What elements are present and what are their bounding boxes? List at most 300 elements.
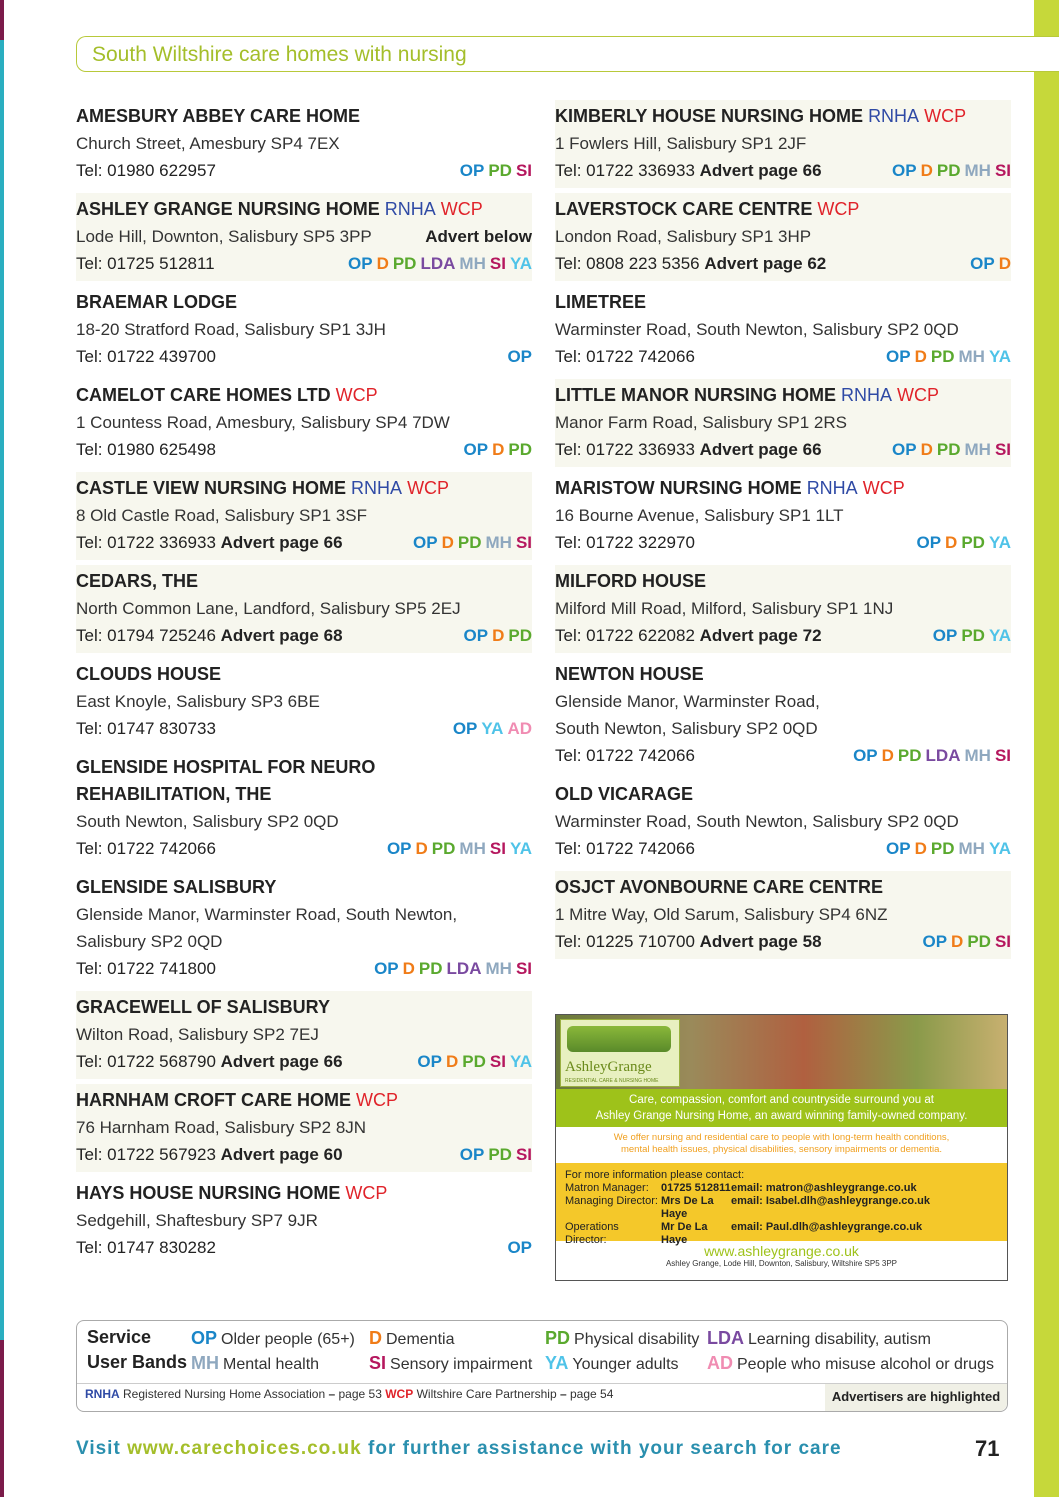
- care-home-phone: Tel: 01722 336933: [555, 440, 695, 459]
- legend-footnote: RNHA Registered Nursing Home Association – page 53 WCP Wiltshire Care Partnership – page 54: [85, 1387, 614, 1401]
- care-home-name: BRAEMAR LODGE: [76, 292, 237, 312]
- care-home-phone: Tel: 01980 622957: [76, 161, 216, 180]
- legend-code: YA: [545, 1353, 569, 1373]
- care-home-tel-row: [76, 250, 532, 277]
- care-home-address-row: [76, 223, 532, 250]
- care-home-name: CAMELOT CARE HOMES LTD: [76, 385, 331, 405]
- service-code: YA: [509, 1052, 532, 1071]
- service-code: OP: [507, 1238, 532, 1257]
- care-home-tel-row: [555, 622, 1011, 649]
- care-home-address: 8 Old Castle Road, Salisbury SP1 3SF: [76, 506, 368, 525]
- legend-item: [545, 1328, 699, 1349]
- tel-group: [76, 1048, 343, 1075]
- care-home-address: South Newton, Salisbury SP2 0QD: [555, 719, 818, 738]
- care-home-tel-row: [555, 250, 1011, 277]
- tel-group: [76, 1141, 343, 1168]
- service-code: PD: [457, 533, 482, 552]
- service-code: SI: [994, 932, 1011, 951]
- tel-group: [76, 955, 216, 982]
- care-home-entry: [555, 871, 1011, 959]
- care-home-tel-row: [76, 436, 532, 463]
- logo-subtitle: RESIDENTIAL CARE & NURSING HOME: [565, 1078, 659, 1084]
- tel-group: [76, 835, 216, 862]
- care-home-tel-row: [555, 529, 1011, 556]
- service-code: D: [998, 254, 1011, 273]
- wcp-tag: WCP: [897, 385, 940, 405]
- service-code: SI: [994, 161, 1011, 180]
- service-code: PD: [930, 347, 955, 366]
- wcp-tag: WCP: [817, 199, 860, 219]
- care-home-phone: Tel: 01747 830733: [76, 719, 216, 738]
- service-code: OP: [886, 347, 911, 366]
- care-home-address: Church Street, Amesbury SP4 7EX: [76, 134, 340, 153]
- legend-code: AD: [707, 1353, 733, 1373]
- service-codes: [918, 928, 1011, 955]
- care-home-name-row: [76, 661, 532, 688]
- care-home-tel-row: [555, 928, 1011, 955]
- care-home-name: MARISTOW NURSING HOME: [555, 478, 802, 498]
- care-home-entry: [555, 658, 1011, 773]
- legend-label: Dementia: [386, 1331, 455, 1348]
- care-home-phone: Tel: 01722 322970: [555, 533, 695, 552]
- right-column: [555, 100, 1011, 964]
- service-code: OP: [886, 839, 911, 858]
- care-home-tel-row: [76, 529, 532, 556]
- advert-reference: Advert page 66: [220, 533, 343, 552]
- wcp-tag: WCP: [440, 199, 483, 219]
- care-home-name: NEWTON HOUSE: [555, 664, 704, 684]
- wcp-tag: WCP: [407, 478, 450, 498]
- service-codes: [456, 157, 532, 184]
- legend-item: [369, 1328, 454, 1349]
- service-codes: [966, 250, 1011, 277]
- care-home-entry: [555, 100, 1011, 188]
- care-home-tel-row: [76, 1048, 532, 1075]
- care-home-name: HARNHAM CROFT CARE HOME: [76, 1090, 351, 1110]
- care-home-address: Warminster Road, South Newton, Salisbury SP2 0QD: [555, 320, 959, 339]
- care-home-phone: Tel: 01980 625498: [76, 440, 216, 459]
- service-code: OP: [892, 440, 917, 459]
- care-home-entry: [76, 472, 532, 560]
- service-code: PD: [930, 839, 955, 858]
- service-code: PD: [392, 254, 417, 273]
- service-code: OP: [932, 626, 958, 645]
- care-home-name-row: [76, 196, 532, 223]
- service-code: OP: [970, 254, 995, 273]
- service-codes: [882, 835, 1011, 862]
- advert-reference: Advert page 72: [699, 626, 822, 645]
- service-code: MH: [964, 746, 991, 765]
- service-code: OP: [374, 959, 399, 978]
- service-code: OP: [853, 746, 878, 765]
- service-codes: [370, 955, 532, 982]
- edge-strip-top: [0, 0, 4, 40]
- care-home-phone: Tel: 01722 567923: [76, 1145, 216, 1164]
- service-code: MH: [459, 839, 486, 858]
- service-code: SI: [994, 746, 1011, 765]
- care-home-name: ASHLEY GRANGE NURSING HOME: [76, 199, 380, 219]
- care-home-entry: [76, 991, 532, 1079]
- advert-footer: [556, 1241, 1007, 1280]
- care-home-name: GLENSIDE HOSPITAL FOR NEURO REHABILITATION, THE: [76, 757, 376, 804]
- care-home-entry: [76, 658, 532, 746]
- wcp-page: page 54: [570, 1387, 614, 1401]
- tel-group: [76, 529, 343, 556]
- care-home-phone: Tel: 01722 742066: [555, 746, 695, 765]
- service-code: D: [945, 533, 958, 552]
- advert-reference: Advert page 66: [699, 440, 822, 459]
- service-code: SI: [515, 1145, 532, 1164]
- care-home-entry: [76, 565, 532, 653]
- care-home-entry: [555, 286, 1011, 374]
- advert-reference: Advert page 58: [699, 932, 822, 951]
- service-code: D: [441, 533, 454, 552]
- service-code: SI: [489, 254, 506, 273]
- care-home-address: 1 Fowlers Hill, Salisbury SP1 2JF: [555, 134, 807, 153]
- tel-group: [76, 622, 343, 649]
- service-code: D: [415, 839, 428, 858]
- care-home-entry: [555, 379, 1011, 467]
- advert-reference: Advert page 66: [220, 1052, 343, 1071]
- tel-group: [555, 622, 822, 649]
- service-code: YA: [988, 839, 1011, 858]
- service-codes: [460, 436, 532, 463]
- care-home-address: Sedgehill, Shaftesbury SP7 9JR: [76, 1211, 318, 1230]
- care-home-name: LITTLE MANOR NURSING HOME: [555, 385, 836, 405]
- service-code: OP: [507, 347, 532, 366]
- service-code: D: [920, 161, 933, 180]
- care-home-tel-row: [76, 715, 532, 742]
- service-code: PD: [936, 161, 961, 180]
- advert-green-line-1: Care, compassion, comfort and countryside surround you at: [629, 1094, 934, 1106]
- service-codes: [849, 742, 1011, 769]
- care-home-name: GLENSIDE SALISBURY: [76, 877, 277, 897]
- service-code: PD: [936, 440, 961, 459]
- service-code: D: [376, 254, 389, 273]
- service-code: PD: [508, 626, 532, 645]
- logo-text: AshleyGrange: [565, 1059, 652, 1075]
- care-home-tel-row: [76, 157, 532, 184]
- care-home-phone: Tel: 01722 742066: [555, 347, 695, 366]
- legend-item: [369, 1353, 532, 1374]
- service-code: SI: [515, 533, 532, 552]
- care-home-name-row: [555, 475, 1011, 502]
- service-codes: [456, 1141, 532, 1168]
- advert-url-link[interactable]: www.ashleygrange.co.uk: [704, 1243, 859, 1259]
- care-home-name: GRACEWELL OF SALISBURY: [76, 997, 331, 1017]
- service-code: SI: [489, 1052, 506, 1071]
- care-home-name-row: [76, 103, 532, 130]
- wcp-tag: WCP: [335, 385, 378, 405]
- service-code: OP: [459, 161, 485, 180]
- legend-item: [191, 1328, 355, 1349]
- care-home-name: OSJCT AVONBOURNE CARE CENTRE: [555, 877, 884, 897]
- service-codes: [912, 529, 1011, 556]
- service-code: YA: [509, 839, 532, 858]
- care-home-entry: [76, 379, 532, 467]
- care-home-name-row: [555, 661, 1011, 688]
- care-home-entry: [76, 1177, 532, 1265]
- contact-role: Managing Director:: [565, 1195, 658, 1207]
- care-home-phone: Tel: 01725 512811: [76, 254, 215, 273]
- care-home-entry: [555, 778, 1011, 866]
- wcp-text: Wiltshire Care Partnership: [416, 1387, 557, 1401]
- tel-group: [555, 343, 695, 370]
- tel-group: [555, 250, 826, 277]
- contact-row: [565, 1182, 1007, 1195]
- service-code: PD: [508, 440, 532, 459]
- service-codes: [503, 343, 532, 370]
- care-home-name: OLD VICARAGE: [555, 784, 694, 804]
- service-code: D: [492, 626, 505, 645]
- service-code: D: [914, 347, 927, 366]
- tel-group: [76, 1234, 216, 1261]
- advert-address: Ashley Grange, Lode Hill, Downton, Salisbury, Wiltshire SP5 3PP: [665, 1259, 898, 1268]
- rnha-tag: RNHA: [384, 199, 436, 219]
- service-codes: [929, 622, 1011, 649]
- contact-person: 01725 512811: [661, 1182, 731, 1194]
- advert-green-band: [556, 1089, 1007, 1127]
- care-home-phone: Tel: 01722 439700: [76, 347, 216, 366]
- tel-group: [76, 436, 216, 463]
- care-home-phone: Tel: 01747 830282: [76, 1238, 216, 1257]
- tel-group: [555, 835, 695, 862]
- footer-rest: for further assistance with your search for care: [368, 1438, 842, 1459]
- rnha-page: page 53: [338, 1387, 382, 1401]
- legend-code: OP: [191, 1328, 218, 1348]
- service-codes: [449, 715, 532, 742]
- care-home-entry: [555, 472, 1011, 560]
- rnha-tag: RNHA: [806, 478, 858, 498]
- legend-code: MH: [191, 1353, 219, 1373]
- care-home-tel-row: [76, 622, 532, 649]
- edge-strip-bottom: [0, 1340, 4, 1497]
- tel-group: [555, 529, 695, 556]
- wcp-tag: WCP: [862, 478, 905, 498]
- tel-group: [555, 436, 822, 463]
- care-home-address: Manor Farm Road, Salisbury SP1 2RS: [555, 413, 847, 432]
- care-home-phone: Tel: 01722 336933: [555, 161, 695, 180]
- care-home-entry: [555, 193, 1011, 281]
- service-user-bands-legend: [76, 1320, 1008, 1412]
- care-home-name-row: [555, 103, 1011, 130]
- care-home-address: Salisbury SP2 0QD: [76, 932, 223, 951]
- care-home-tel-row: [555, 436, 1011, 463]
- legend-code: D: [369, 1328, 382, 1348]
- service-codes: [383, 835, 532, 862]
- care-home-name: HAYS HOUSE NURSING HOME: [76, 1183, 341, 1203]
- service-code: LDA: [446, 959, 482, 978]
- care-home-entry: [76, 286, 532, 374]
- tel-group: [76, 715, 216, 742]
- service-code: MH: [964, 161, 991, 180]
- service-code: PD: [897, 746, 922, 765]
- advert-description-line-1: We offer nursing and residential care to people with long-term health conditions,: [613, 1132, 950, 1143]
- care-home-address: Warminster Road, South Newton, Salisbury SP2 0QD: [555, 812, 959, 831]
- service-code: PD: [418, 959, 443, 978]
- care-home-name-row: [76, 1180, 532, 1207]
- service-codes: [882, 343, 1011, 370]
- service-code: D: [492, 440, 505, 459]
- service-code: D: [951, 932, 964, 951]
- service-code: OP: [459, 1145, 485, 1164]
- care-home-address: East Knoyle, Salisbury SP3 6BE: [76, 692, 320, 711]
- care-home-name: CEDARS, THE: [76, 571, 199, 591]
- service-code: OP: [413, 533, 438, 552]
- footer-site-link[interactable]: www.carechoices.co.uk: [127, 1438, 362, 1459]
- care-home-address: 1 Countess Road, Amesbury, Salisbury SP4 7DW: [76, 413, 450, 432]
- care-home-name-row: [555, 781, 1011, 808]
- care-home-tel-row: [555, 157, 1011, 184]
- care-home-name: KIMBERLY HOUSE NURSING HOME: [555, 106, 864, 126]
- service-codes: [503, 1234, 532, 1261]
- service-code: OP: [916, 533, 942, 552]
- side-bar: [1034, 0, 1059, 1497]
- contact-email[interactable]: email: Isabel.dlh@ashleygrange.co.uk: [731, 1195, 931, 1207]
- contact-email[interactable]: email: Paul.dlh@ashleygrange.co.uk: [731, 1221, 923, 1233]
- care-home-name: CLOUDS HOUSE: [76, 664, 222, 684]
- service-code: OP: [348, 254, 373, 273]
- care-home-tel-row: [76, 835, 532, 862]
- care-home-name-row: [555, 568, 1011, 595]
- left-column: [76, 100, 532, 1270]
- care-home-tel-row: [555, 343, 1011, 370]
- service-code: LDA: [420, 254, 456, 273]
- advert-contacts: [556, 1163, 1007, 1246]
- tel-group: [555, 157, 822, 184]
- care-home-name-row: [76, 874, 532, 901]
- care-home-tel-row: [555, 835, 1011, 862]
- service-code: PD: [488, 161, 512, 180]
- legend-item: [545, 1353, 679, 1374]
- contact-role: Operations Director:: [565, 1221, 619, 1246]
- service-code: SI: [994, 440, 1011, 459]
- care-home-phone: Tel: 01722 742066: [555, 839, 695, 858]
- care-home-phone: Tel: 01722 741800: [76, 959, 216, 978]
- care-home-name-row: [76, 289, 532, 316]
- service-code: OP: [452, 719, 478, 738]
- care-home-entry: [76, 193, 532, 281]
- care-home-tel-row: [76, 343, 532, 370]
- contact-person: Mr De La Haye: [661, 1221, 708, 1246]
- service-code: YA: [509, 254, 532, 273]
- service-code: D: [914, 839, 927, 858]
- care-home-name-row: [76, 1087, 532, 1114]
- care-home-address: North Common Lane, Landford, Salisbury SP5 2EJ: [76, 599, 461, 618]
- service-code: PD: [961, 533, 985, 552]
- care-home-name: MILFORD HOUSE: [555, 571, 706, 591]
- tel-group: [555, 742, 695, 769]
- wcp-tag: WCP: [924, 106, 967, 126]
- wcp-code: WCP: [385, 1387, 414, 1401]
- legend-item: [707, 1328, 931, 1349]
- service-code: OP: [892, 161, 917, 180]
- advert-reference: Advert page 62: [704, 254, 827, 273]
- legend-label: Sensory impairment: [390, 1356, 533, 1373]
- care-home-entry: [76, 751, 532, 866]
- contact-intro: For more information please contact:: [565, 1169, 745, 1181]
- care-home-name: LAVERSTOCK CARE CENTRE: [555, 199, 813, 219]
- service-code: MH: [964, 440, 991, 459]
- tel-group: [76, 250, 215, 277]
- service-codes: [344, 250, 532, 277]
- footer-visit: Visit: [76, 1438, 121, 1459]
- service-code: SI: [515, 161, 532, 180]
- advert-photo: [556, 1015, 1007, 1089]
- wcp-tag: WCP: [345, 1183, 388, 1203]
- care-home-address: Glenside Manor, Warminster Road,: [555, 692, 820, 711]
- service-code: D: [920, 440, 933, 459]
- contact-person: Mrs De La Haye: [661, 1195, 714, 1220]
- care-home-name-row: [76, 994, 532, 1021]
- service-code: PD: [961, 626, 985, 645]
- legend-item: [191, 1353, 319, 1374]
- service-code: YA: [481, 719, 504, 738]
- rnha-tag: RNHA: [351, 478, 403, 498]
- rnha-text: Registered Nursing Home Association: [123, 1387, 326, 1401]
- ashley-grange-logo: [560, 1019, 680, 1087]
- care-home-name-row: [555, 382, 1011, 409]
- care-home-entry: [76, 871, 532, 986]
- service-code: MH: [958, 839, 985, 858]
- care-home-tel-row: [76, 955, 532, 982]
- wcp-tag: WCP: [356, 1090, 398, 1110]
- tel-group: [76, 157, 216, 184]
- care-home-name-row: [76, 754, 532, 808]
- care-home-entry: [555, 565, 1011, 653]
- care-home-address: 1 Mitre Way, Old Sarum, Salisbury SP4 6NZ: [555, 905, 888, 924]
- service-code: OP: [922, 932, 948, 951]
- care-home-phone: Tel: 0808 223 5356: [555, 254, 700, 273]
- care-home-phone: Tel: 01794 725246: [76, 626, 216, 645]
- service-code: YA: [988, 347, 1011, 366]
- service-code: AD: [507, 719, 532, 738]
- legend-title-service: Service: [87, 1327, 152, 1347]
- service-code: D: [402, 959, 415, 978]
- care-home-name: CASTLE VIEW NURSING HOME: [76, 478, 347, 498]
- service-code: SI: [489, 839, 506, 858]
- service-code: SI: [515, 959, 532, 978]
- care-home-address: Glenside Manor, Warminster Road, South Newton,: [76, 905, 458, 924]
- advert-description-line-2: mental health issues, physical disabilities, sensory impairments or dementia.: [620, 1144, 943, 1155]
- service-codes: [888, 157, 1011, 184]
- service-code: PD: [431, 839, 456, 858]
- care-home-phone: Tel: 01722 742066: [76, 839, 216, 858]
- advert-green-line-2: Ashley Grange Nursing Home, an award winning family-owned company.: [595, 1110, 968, 1122]
- contact-row: [565, 1195, 1007, 1221]
- care-home-tel-row: [76, 1234, 532, 1261]
- care-home-address: London Road, Salisbury SP1 3HP: [555, 227, 812, 246]
- advert-reference: Advert page 60: [220, 1145, 343, 1164]
- advert-reference: Advert below: [425, 227, 532, 246]
- care-home-name: LIMETREE: [555, 292, 647, 312]
- care-home-phone: Tel: 01722 568790: [76, 1052, 216, 1071]
- care-home-entry: [76, 1084, 532, 1172]
- ashley-grange-advert[interactable]: [555, 1014, 1008, 1281]
- care-home-name-row: [76, 382, 532, 409]
- service-code: OP: [463, 626, 489, 645]
- care-home-phone: Tel: 01722 336933: [76, 533, 216, 552]
- care-home-address: 16 Bourne Avenue, Salisbury SP1 1LT: [555, 506, 844, 525]
- legend-title-user-bands: User Bands: [87, 1352, 188, 1372]
- service-code: D: [881, 746, 894, 765]
- advert-description: [556, 1127, 1007, 1163]
- care-home-name: AMESBURY ABBEY CARE HOME: [76, 106, 361, 126]
- legend-label: Younger adults: [572, 1356, 679, 1373]
- contact-email[interactable]: email: matron@ashleygrange.co.uk: [731, 1182, 917, 1194]
- care-home-name-row: [555, 874, 1011, 901]
- service-code: LDA: [925, 746, 961, 765]
